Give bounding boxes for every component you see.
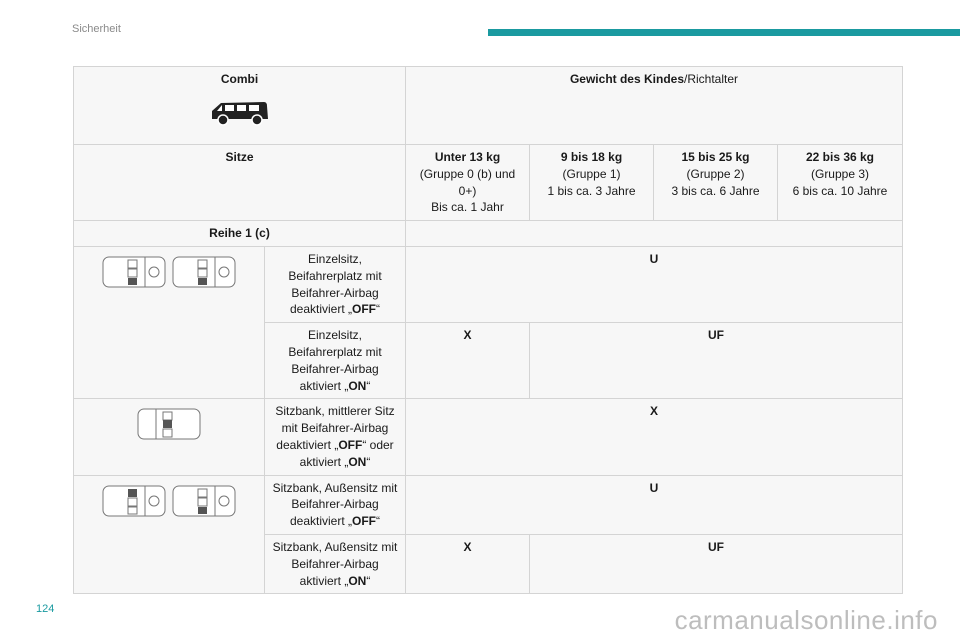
car-seat-diagram-icon — [171, 253, 237, 291]
van-icon — [209, 98, 271, 128]
watermark: carmanualsonline.info — [674, 605, 938, 635]
row-label-spacer — [406, 221, 903, 247]
car-seat-diagram-icon — [101, 253, 167, 291]
group-age: Bis ca. 1 Jahr — [431, 200, 504, 215]
suitability-value: X — [406, 534, 530, 593]
car-seat-diagram-icon — [136, 405, 202, 443]
seat-description: Sitzbank, Außensitz mit Beifahrer-Airbag aktiviert „ON“ — [265, 534, 406, 593]
group-name: (Gruppe 3) — [810, 166, 870, 181]
suitability-value: U — [406, 246, 903, 322]
suitability-value: X — [406, 399, 903, 475]
row-label: Reihe 1 (c) — [74, 221, 406, 247]
suitability-value: UF — [530, 323, 903, 399]
group-age: 6 bis ca. 10 Jahre — [792, 183, 888, 198]
group-weight: 15 bis 25 kg — [681, 150, 750, 164]
section-title: Sicherheit — [72, 23, 121, 35]
vehicle-label: Combi — [220, 72, 259, 86]
car-seat-diagram-icon — [101, 482, 167, 520]
suitability-value: UF — [530, 534, 903, 593]
group-age: 3 bis ca. 6 Jahre — [671, 183, 760, 198]
header-accent-bar — [488, 29, 960, 36]
seat-description: Sitzbank, mittlerer Sitz mit Beifahrer-Airbag deaktiviert „OFF“ oder aktiviert „ON“ — [265, 399, 406, 475]
group-cell — [654, 145, 778, 221]
age-header-label: /Richtalter — [684, 72, 739, 86]
seat-description: Einzelsitz, Beifahrerplatz mit Beifahrer-Airbag aktiviert „ON“ — [265, 323, 406, 399]
group-name: (Gruppe 2) — [686, 166, 745, 181]
group-cell — [406, 145, 530, 221]
seat-description: Sitzbank, Außensitz mit Beifahrer-Airbag deaktiviert „OFF“ — [265, 475, 406, 534]
suitability-value: X — [406, 323, 530, 399]
group-name: (Gruppe 1) — [562, 166, 621, 181]
weight-header-label: Gewicht des Kindes — [569, 72, 684, 86]
group-cell — [530, 145, 654, 221]
seat-diagram-cell — [74, 246, 265, 398]
car-seat-diagram-icon — [171, 482, 237, 520]
seat-diagram-cell — [74, 475, 265, 594]
seat-description: Einzelsitz, Beifahrerplatz mit Beifahrer-Airbag deaktiviert „OFF“ — [265, 246, 406, 322]
child-seat-table — [73, 66, 903, 594]
seat-diagram-cell — [74, 399, 265, 475]
weight-header-cell — [406, 67, 903, 145]
group-weight: 9 bis 18 kg — [560, 150, 623, 164]
group-weight: 22 bis 36 kg — [805, 150, 875, 164]
seats-label: Sitze — [74, 145, 406, 221]
group-age: 1 bis ca. 3 Jahre — [547, 183, 636, 198]
page-number: 124 — [36, 603, 55, 615]
vehicle-header-cell — [74, 67, 406, 145]
group-name: (Gruppe 0 (b) und 0+) — [419, 166, 516, 198]
group-weight: Unter 13 kg — [434, 150, 501, 164]
suitability-value: U — [406, 475, 903, 534]
group-cell — [778, 145, 903, 221]
